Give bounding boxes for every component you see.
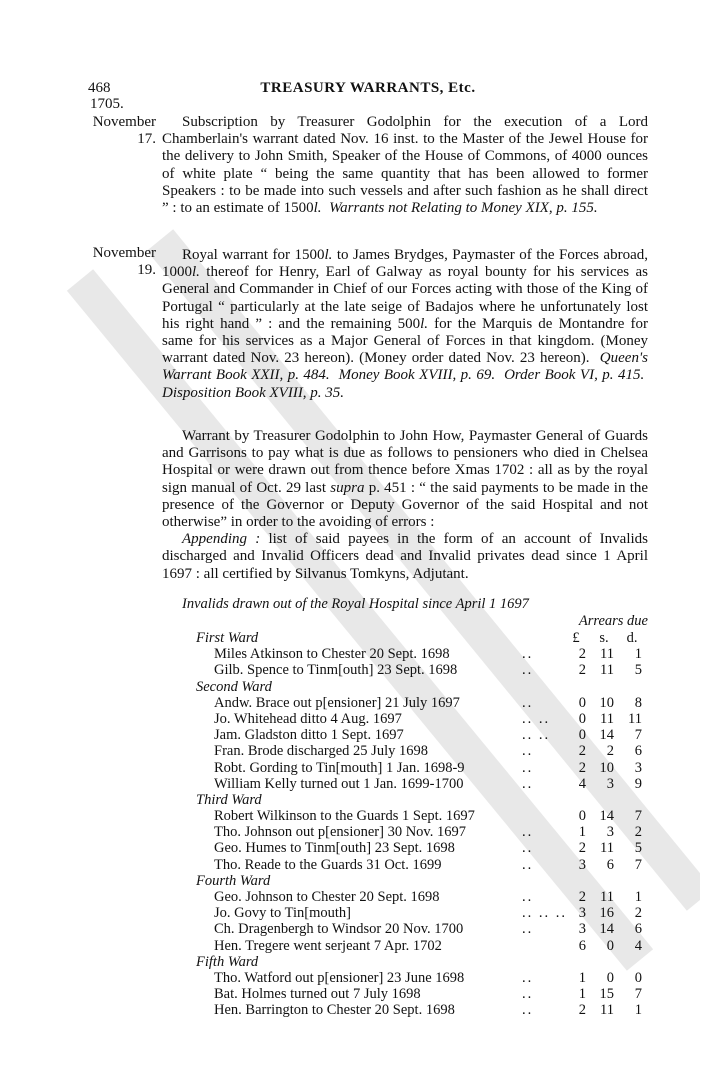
leader-dots: .. — [522, 646, 534, 663]
source-reference: Money Book XVIII, p. 69. — [338, 367, 496, 384]
pence-value: 6 — [634, 921, 642, 938]
ledger-row — [162, 857, 648, 873]
entry-text: for the Marquis de Montandre for same for his services as a Major General of Forces in that kingdom. (Money warrant dated Nov. 23 hereon). (Money order dated Nov. 23 hereon). — [162, 315, 648, 367]
running-title: TREASURY WARRANTS, Etc. — [260, 80, 476, 96]
supra-word: supra — [330, 479, 365, 496]
currency-header: £ — [572, 630, 580, 646]
entry-paragraph — [162, 428, 648, 583]
shillings-value: 14 — [599, 808, 614, 825]
leader-dots: .. — [522, 856, 534, 873]
pound-symbol: l. — [192, 264, 200, 281]
ledger-row — [162, 743, 648, 759]
date-month: November — [92, 245, 156, 261]
payee-name: Jam. Gladston ditto 1 Sept. 1697 — [214, 727, 404, 744]
pounds-value: 6 — [578, 937, 586, 954]
leader-dots: .. — [522, 775, 534, 792]
currency-header: s. — [599, 630, 609, 646]
leader-dots: .. .. .. — [522, 905, 567, 922]
leader-dots: .. — [522, 759, 534, 776]
leader-dots: .. — [522, 921, 534, 938]
leader-dots: .. — [522, 986, 534, 1003]
arrears-header — [162, 613, 648, 630]
ward-heading — [162, 679, 648, 695]
pounds-value: 0 — [578, 727, 586, 744]
leader-dots: .. — [522, 1002, 534, 1019]
shillings-value: 10 — [599, 759, 614, 776]
leader-dots: .. — [522, 743, 534, 760]
page-number: 468 — [88, 80, 111, 96]
shillings-value: 16 — [599, 905, 614, 922]
ward-heading — [162, 792, 648, 808]
leader-dots: .. .. — [522, 727, 551, 744]
year-marker: 1705. — [90, 96, 124, 112]
shillings-value: 6 — [606, 856, 614, 873]
entry-paragraph — [162, 247, 648, 402]
ward-name: Fifth Ward — [196, 953, 259, 970]
payee-name: Fran. Brode discharged 25 July 1698 — [214, 743, 428, 760]
shillings-value: 11 — [600, 710, 614, 727]
pence-value: 6 — [634, 743, 642, 760]
shillings-value: 0 — [606, 937, 614, 954]
entry-date — [80, 245, 156, 279]
pence-value: 8 — [634, 694, 642, 711]
ledger-row — [162, 921, 648, 937]
payee-name: Hen. Tregere went serjeant 7 Apr. 1702 — [214, 937, 442, 954]
shillings-value: 3 — [606, 775, 614, 792]
ward-name: First Ward — [196, 630, 259, 646]
ledger-row — [162, 938, 648, 954]
shillings-value: 15 — [599, 986, 614, 1003]
appending-label: Appending : — [182, 531, 261, 548]
entry-text: Warrant by Treasurer Godolphin to John How, Paymaster General of Guards and Garrisons to pay what is due as follows to pensioners who died in Chelsea Hospital or were drawn out from thence before Xmas 1702 : all as by the royal sign manual of Oct. 29 last — [162, 428, 648, 496]
pounds-value: 1 — [578, 969, 586, 986]
ward-name: Second Ward — [196, 678, 272, 695]
pence-value: 9 — [634, 775, 642, 792]
pounds-value: 3 — [578, 856, 586, 873]
ward-name: Fourth Ward — [196, 872, 271, 889]
payee-name: Jo. Whitehead ditto 4 Aug. 1697 — [214, 710, 402, 727]
ledger-row — [162, 905, 648, 921]
pounds-value: 2 — [578, 646, 586, 663]
pounds-value: 0 — [578, 808, 586, 825]
ledger-row — [162, 776, 648, 792]
pence-value: 0 — [634, 969, 642, 986]
appending-text: list of said payees in the form of an account of Invalids discharged and Invalid Officers dead and Invalid privates dead since 1 April 1697 : all certified by Silvanus Tomkyns, Adjutant. — [162, 531, 649, 582]
payee-name: Jo. Govy to Tin[mouth] — [214, 905, 351, 922]
invalids-ledger — [162, 596, 648, 1019]
ledger-row — [162, 840, 648, 856]
entry-text: thereof for Henry, Earl of Galway as royal bounty for his services as General and Commander in Chief of our Forces acting with those of the King of Portugal “ particularly at the late seige of Badajos where he unfortunately lost his right hand ” : and the remaining 500 — [162, 264, 648, 332]
entry-text: Subscription by Treasurer Godolphin for the execution of a Lord Chamberlain's warrant dated Nov. 16 inst. to the Master of the Jewel House for the delivery to John Smith, Speaker of the House of Commons, of 4000 ounces of white plate “ being the same quantity that has been allowed to former Speakers : to be made into such vessels and after such fashion as he shall direct ” : to an estimate of 1500 — [162, 114, 648, 217]
leader-dots: .. — [522, 840, 534, 857]
source-reference: Warrants not Relating to Money XIX, p. 155. — [329, 200, 598, 217]
entry-text: p. 451 : “ the said payments to be made in the presence of the Governor or Deputy Governor of the said Hospital and not otherwise” in order to the avoiding of errors : — [162, 479, 649, 531]
payee-name: Ch. Dragenbergh to Windsor 20 Nov. 1700 — [214, 921, 464, 938]
entry-text: Royal warrant for 1500 — [182, 247, 325, 263]
pounds-value: 4 — [578, 775, 586, 792]
shillings-value: 11 — [600, 889, 614, 905]
pounds-value: 3 — [578, 905, 586, 922]
source-reference: Order Book VI, p. 415. — [504, 367, 645, 384]
ward-heading — [162, 630, 648, 646]
shillings-value: 0 — [606, 969, 614, 986]
pence-value: 5 — [634, 662, 642, 679]
pence-value: 7 — [634, 986, 642, 1003]
payee-name: Geo. Humes to Tinm[outh] 23 Sept. 1698 — [214, 840, 455, 857]
leader-dots: .. — [522, 889, 534, 905]
ledger-row — [162, 889, 648, 905]
shillings-value: 10 — [599, 694, 614, 711]
pound-symbol: l. — [313, 200, 322, 217]
pence-value: 5 — [634, 840, 642, 857]
shillings-value: 11 — [600, 646, 614, 663]
pence-value: 4 — [634, 937, 642, 954]
payee-name: Tho. Watford out p[ensioner] 23 June 1698 — [214, 969, 465, 986]
payee-name: Miles Atkinson to Chester 20 Sept. 1698 — [214, 646, 450, 663]
pence-value: 1 — [634, 646, 642, 663]
pence-value: 2 — [634, 905, 642, 922]
payee-name: Robt. Gording to Tin[mouth] 1 Jan. 1698-9 — [214, 759, 465, 776]
pence-value: 1 — [634, 889, 642, 905]
payee-name: Gilb. Spence to Tinm[outh] 23 Sept. 1698 — [214, 662, 458, 679]
leader-dots: .. .. — [522, 710, 551, 727]
ledger-row — [162, 646, 648, 662]
source-reference: Queen's Warrant Book XXII, p. 484. — [162, 350, 648, 384]
ledger-row — [162, 824, 648, 840]
ledger-row — [162, 760, 648, 776]
leader-dots: .. — [522, 694, 534, 711]
payee-name: Andw. Brace out p[ensioner] 21 July 1697 — [214, 694, 460, 711]
ledger-row — [162, 986, 648, 1002]
payee-name: Hen. Barrington to Chester 20 Sept. 1698 — [214, 1002, 455, 1019]
shillings-value: 14 — [599, 921, 614, 938]
currency-header: d. — [626, 630, 638, 646]
leader-dots: .. — [522, 824, 534, 841]
pence-value: 3 — [634, 759, 642, 776]
pounds-value: 1 — [578, 986, 586, 1003]
pence-value: 11 — [628, 710, 642, 727]
date-day: 17. — [137, 131, 156, 147]
ward-name: Third Ward — [196, 791, 262, 808]
ledger-title: Invalids drawn out of the Royal Hospital since April 1 1697 — [182, 596, 529, 612]
shillings-value: 2 — [606, 743, 614, 760]
pence-value: 2 — [634, 824, 642, 841]
pounds-value: 2 — [578, 889, 586, 905]
pounds-value: 3 — [578, 921, 586, 938]
payee-name: Robert Wilkinson to the Guards 1 Sept. 1697 — [214, 808, 475, 825]
ledger-row — [162, 970, 648, 986]
date-day: 19. — [137, 262, 156, 278]
pounds-value: 2 — [578, 1002, 586, 1019]
ledger-row — [162, 711, 648, 727]
entry-date — [80, 114, 156, 148]
ledger-row — [162, 695, 648, 711]
pounds-value: 1 — [578, 824, 586, 841]
arrears-label: Arrears due — [578, 613, 648, 629]
pence-value: 7 — [634, 856, 642, 873]
pence-value: 7 — [634, 727, 642, 744]
pound-symbol: l. — [324, 247, 333, 263]
shillings-value: 11 — [600, 662, 614, 679]
shillings-value: 11 — [600, 840, 614, 857]
payee-name: Bat. Holmes turned out 7 July 1698 — [214, 986, 421, 1003]
entry-paragraph — [162, 114, 648, 217]
ledger-row — [162, 808, 648, 824]
shillings-value: 3 — [606, 824, 614, 841]
leader-dots: .. — [522, 662, 534, 679]
pounds-value: 2 — [578, 662, 586, 679]
source-reference: Disposition Book XVIII, p. 35. — [162, 384, 345, 401]
shillings-value: 14 — [599, 727, 614, 744]
pounds-value: 0 — [578, 710, 586, 727]
ward-heading — [162, 873, 648, 889]
payee-name: Tho. Johnson out p[ensioner] 30 Nov. 1697 — [214, 824, 466, 841]
entry-text: to James Brydges, Paymaster of the Forces abroad, 1000 — [162, 247, 648, 281]
pence-value: 1 — [634, 1002, 642, 1019]
payee-name: William Kelly turned out 1 Jan. 1699-1700 — [214, 775, 464, 792]
pounds-value: 2 — [578, 743, 586, 760]
ward-heading — [162, 954, 648, 970]
ledger-row — [162, 1002, 648, 1018]
pounds-value: 2 — [578, 840, 586, 857]
pounds-value: 2 — [578, 759, 586, 776]
payee-name: Geo. Johnson to Chester 20 Sept. 1698 — [214, 889, 440, 905]
payee-name: Tho. Reade to the Guards 31 Oct. 1699 — [214, 856, 442, 873]
ledger-row — [162, 727, 648, 743]
pence-value: 7 — [634, 808, 642, 825]
pounds-value: 0 — [578, 694, 586, 711]
date-month: November — [92, 114, 156, 130]
leader-dots: .. — [522, 969, 534, 986]
pound-symbol: l. — [420, 315, 428, 332]
shillings-value: 11 — [600, 1002, 614, 1019]
ledger-row — [162, 662, 648, 678]
